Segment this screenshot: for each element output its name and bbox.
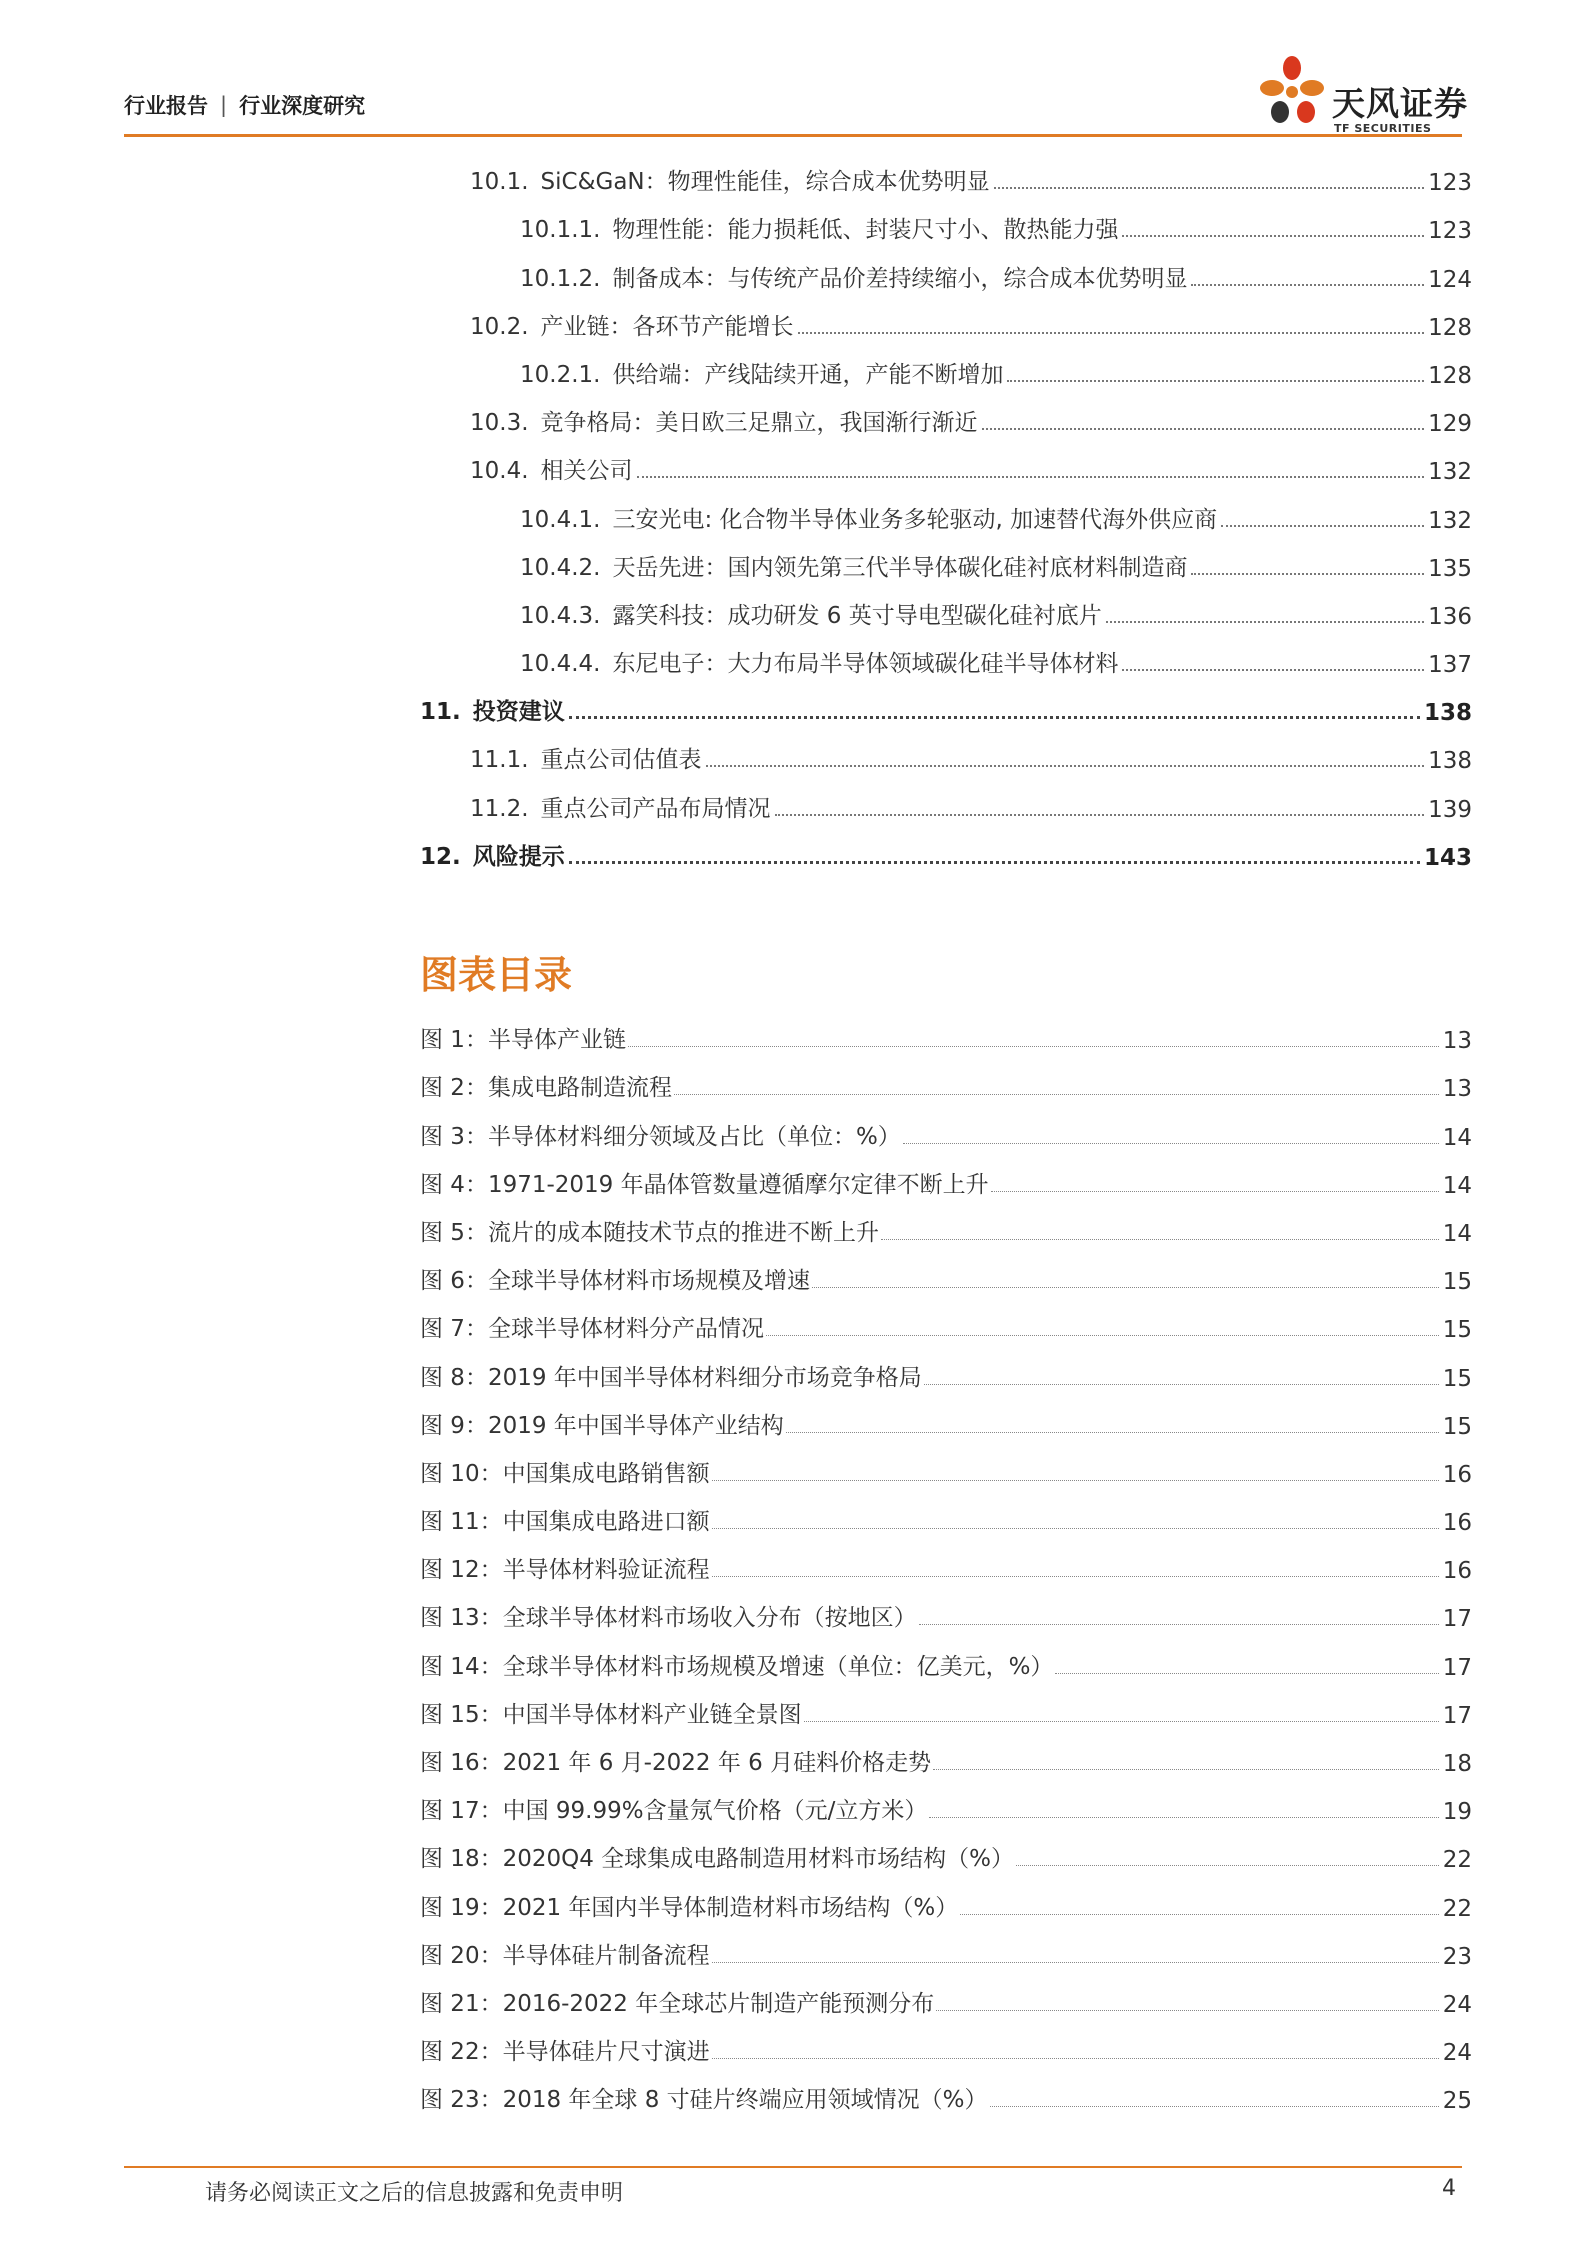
dot-leader (1055, 1673, 1438, 1674)
figure-entry-label: 图 13：全球半导体材料市场收入分布（按地区） (420, 1605, 917, 1632)
toc-entry-page: 139 (1428, 796, 1472, 823)
figure-entry-page: 25 (1442, 2088, 1472, 2115)
figure-entry-page: 17 (1442, 1606, 1472, 1633)
figure-entry[interactable] (420, 1922, 1472, 1970)
toc-entry-number: 10.4. (470, 458, 529, 485)
toc-entry-page: 135 (1428, 555, 1472, 582)
toc-entry-title: 三安光电: 化合物半导体业务多轮驱动, 加速替代海外供应商 (612, 506, 1218, 533)
toc-entry-title: 供给端：产线陆续开通，产能不断增加 (612, 361, 1004, 388)
toc-entry-number: 10.1.2. (520, 265, 601, 292)
footer-rule (124, 2166, 1462, 2168)
dot-leader (994, 187, 1424, 189)
dot-leader (1122, 235, 1424, 237)
figure-entry-label: 图 20：半导体硅片制备流程 (420, 1942, 710, 1969)
toc-entry-page: 137 (1428, 652, 1472, 679)
toc-entry-title: 重点公司产品布局情况 (540, 795, 771, 822)
dot-leader (990, 2106, 1439, 2107)
figure-entry-page: 17 (1442, 1702, 1472, 1729)
toc-entry-label (520, 549, 1189, 582)
toc-entry-label (520, 356, 1005, 389)
dot-leader (1191, 573, 1424, 575)
figures-list (420, 1006, 1472, 2114)
figure-entry[interactable] (420, 1440, 1472, 1488)
toc-entry-page: 132 (1428, 459, 1472, 486)
figure-entry[interactable] (420, 1873, 1472, 1921)
toc-entry-label (470, 741, 704, 774)
figure-entry-page: 15 (1442, 1317, 1472, 1344)
toc-entry-title: 产业链：各环节产能增长 (540, 313, 794, 340)
page-number: 4 (1442, 2176, 1456, 2201)
figure-entry-page: 15 (1442, 1365, 1472, 1392)
company-name: 天风证券 (1332, 84, 1468, 123)
toc-entry-number: 11.1. (470, 747, 529, 774)
toc-entry[interactable] (420, 823, 1472, 871)
toc-entry-label (470, 452, 635, 485)
toc-entry-page: 129 (1428, 411, 1472, 438)
toc-entry-label (520, 211, 1120, 244)
figure-entry[interactable] (420, 2066, 1472, 2114)
figure-entry[interactable] (420, 1825, 1472, 1873)
toc-entry-label (470, 790, 773, 823)
toc-entry-number: 10.2.1. (520, 361, 601, 388)
toc-entry-title: 重点公司估值表 (540, 747, 702, 774)
dot-leader (919, 1624, 1439, 1625)
figure-entry[interactable] (420, 1054, 1472, 1102)
report-header (124, 90, 365, 130)
dot-leader (1191, 284, 1424, 286)
figure-entry-label: 图 3：半导体材料细分领域及占比（单位：%） (420, 1123, 901, 1150)
dot-leader (881, 1239, 1439, 1240)
figure-entry-page: 13 (1442, 1028, 1472, 1055)
company-logo (1252, 50, 1482, 142)
figure-entry-page: 22 (1442, 1847, 1472, 1874)
figure-entry-label: 图 11：中国集成电路进口额 (420, 1509, 710, 1536)
dot-leader (712, 2058, 1439, 2059)
figure-entry-label: 图 19：2021 年国内半导体制造材料市场结构（%） (420, 1894, 959, 1921)
dot-leader (929, 1817, 1438, 1818)
toc-entry-page: 138 (1423, 700, 1472, 727)
figure-entry-label: 图 12：半导体材料验证流程 (420, 1557, 710, 1584)
dot-leader (569, 861, 1420, 864)
figure-entry-label: 图 5：流片的成本随技术节点的推进不断上升 (420, 1219, 879, 1246)
toc-entry-label (420, 693, 567, 726)
toc-entry-number: 10.4.4. (520, 651, 601, 678)
figure-entry[interactable] (420, 1392, 1472, 1440)
dot-leader (1122, 669, 1424, 671)
toc-entry[interactable] (420, 389, 1472, 437)
toc-entry-page: 123 (1428, 218, 1472, 245)
figure-entry[interactable] (420, 1536, 1472, 1584)
figure-entry[interactable] (420, 1343, 1472, 1391)
dot-leader (960, 1914, 1438, 1915)
figure-entry-label: 图 8：2019 年中国半导体材料细分市场竞争格局 (420, 1364, 922, 1391)
toc-entry-number: 11.2. (470, 795, 529, 822)
toc-entry-title: 物理性能：能力损耗低、封装尺寸小、散热能力强 (612, 217, 1119, 244)
figure-entry-label: 图 9：2019 年中国半导体产业结构 (420, 1412, 784, 1439)
figure-entry-label: 图 4：1971-2019 年晶体管数量遵循摩尔定律不断上升 (420, 1171, 989, 1198)
figure-entry-label: 图 21：2016-2022 年全球芯片制造产能预测分布 (420, 1990, 935, 2017)
toc-entry-number: 10.2. (470, 313, 529, 340)
table-of-contents (420, 148, 1472, 871)
figure-entry[interactable] (420, 1199, 1472, 1247)
figure-entry-page: 22 (1442, 1895, 1472, 1922)
toc-entry-page: 124 (1428, 266, 1472, 293)
dot-leader (712, 1528, 1439, 1529)
figure-entry-page: 16 (1442, 1461, 1472, 1488)
dot-leader (1106, 621, 1424, 623)
figure-entry[interactable] (420, 1777, 1472, 1825)
dot-leader (804, 1721, 1439, 1722)
figure-entry-page: 14 (1442, 1124, 1472, 1151)
header-separator: | (220, 93, 228, 117)
figure-entry-label: 图 16：2021 年 6 月-2022 年 6 月硅料价格走势 (420, 1750, 932, 1776)
toc-entry-number: 10.4.3. (520, 602, 601, 629)
figure-entry-page: 23 (1442, 1943, 1472, 1970)
toc-entry-title: 制备成本：与传统产品价差持续缩小，综合成本优势明显 (612, 265, 1188, 292)
figures-list-title: 图表目录 (420, 953, 573, 997)
toc-entry-number: 11. (420, 699, 461, 726)
figure-entry-page: 14 (1442, 1172, 1472, 1199)
dot-leader (766, 1335, 1439, 1336)
toc-entry-number: 10.4.2. (520, 554, 601, 581)
dot-leader (1016, 1865, 1439, 1866)
toc-entry-label (470, 404, 980, 437)
figure-entry[interactable] (420, 1729, 1472, 1777)
dot-leader (936, 2010, 1438, 2011)
toc-entry-title: 露笑科技：成功研发 6 英寸导电型碳化硅衬底片 (612, 602, 1102, 629)
figure-entry-label: 图 7：全球半导体材料分产品情况 (420, 1316, 764, 1343)
figure-entry-label: 图 6：全球半导体材料市场规模及增速 (420, 1268, 810, 1295)
dot-leader (924, 1384, 1439, 1385)
toc-entry-title: 风险提示 (472, 843, 565, 870)
dot-leader (712, 1480, 1439, 1481)
toc-entry-page: 138 (1428, 748, 1472, 775)
dot-leader (674, 1094, 1439, 1095)
figure-entry-label: 图 18：2020Q4 全球集成电路制造用材料市场结构（%） (420, 1846, 1015, 1873)
report-category: 行业报告 (124, 94, 208, 118)
toc-entry-number: 10.1. (470, 169, 529, 196)
report-subcategory: 行业深度研究 (239, 94, 366, 118)
toc-entry[interactable] (420, 678, 1472, 726)
toc-entry[interactable] (420, 148, 1472, 196)
figure-entry[interactable] (420, 1632, 1472, 1680)
figure-entry-label: 图 17：中国 99.99%含量氖气价格（元/立方米） (420, 1798, 928, 1825)
dot-leader (706, 765, 1425, 767)
toc-entry[interactable] (420, 582, 1472, 630)
toc-entry-page: 136 (1428, 603, 1472, 630)
toc-entry[interactable] (420, 485, 1472, 533)
toc-entry[interactable] (420, 726, 1472, 774)
figure-entry-label: 图 15：中国半导体材料产业链全景图 (420, 1701, 802, 1728)
toc-entry-title: SiC&GaN：物理性能佳，综合成本优势明显 (540, 169, 990, 196)
figure-entry-page: 13 (1442, 1076, 1472, 1103)
figure-entry-label: 图 14：全球半导体材料市场规模及增速（单位：亿美元，%） (420, 1653, 1054, 1680)
dot-leader (569, 716, 1420, 719)
figure-entry[interactable] (420, 1970, 1472, 2018)
dot-leader (786, 1432, 1439, 1433)
toc-entry-label (420, 838, 567, 871)
toc-entry[interactable] (420, 341, 1472, 389)
figure-entry-label: 图 1：半导体产业链 (420, 1027, 626, 1054)
figure-entry-page: 16 (1442, 1558, 1472, 1585)
toc-entry-label (520, 645, 1120, 678)
figure-entry[interactable] (420, 1006, 1472, 1054)
dot-leader (991, 1191, 1439, 1192)
figure-entry[interactable] (420, 1488, 1472, 1536)
toc-entry-label (520, 597, 1104, 630)
toc-entry-page: 143 (1423, 844, 1472, 871)
figure-entry[interactable] (420, 1295, 1472, 1343)
toc-entry-page: 123 (1428, 170, 1472, 197)
dot-leader (712, 1576, 1439, 1577)
figure-entry-page: 18 (1442, 1751, 1472, 1777)
dot-leader (982, 428, 1425, 430)
dot-leader (933, 1769, 1439, 1770)
figure-entry-page: 14 (1442, 1220, 1472, 1247)
dot-leader (637, 476, 1425, 478)
figure-entry[interactable] (420, 2018, 1472, 2066)
toc-entry-title: 投资建议 (472, 699, 565, 726)
company-name-en: TF SECURITIES (1334, 122, 1432, 135)
toc-entry-number: 12. (420, 843, 461, 870)
figure-entry-page: 15 (1442, 1269, 1472, 1296)
toc-entry[interactable] (420, 196, 1472, 244)
toc-entry-label (470, 308, 796, 341)
toc-entry[interactable] (420, 774, 1472, 822)
figure-entry-label: 图 10：中国集成电路销售额 (420, 1460, 710, 1487)
figure-entry-page: 16 (1442, 1510, 1472, 1537)
footer-disclaimer: 请务必阅读正文之后的信息披露和免责申明 (205, 2181, 624, 2206)
toc-entry-number: 10.1.1. (520, 217, 601, 244)
figure-entry-page: 15 (1442, 1413, 1472, 1440)
toc-entry[interactable] (420, 534, 1472, 582)
figure-entry-label: 图 22：半导体硅片尺寸演进 (420, 2039, 710, 2066)
toc-entry[interactable] (420, 293, 1472, 341)
figure-entry-label: 图 2：集成电路制造流程 (420, 1075, 672, 1102)
toc-entry-title: 天岳先进：国内领先第三代半导体碳化硅衬底材料制造商 (612, 554, 1188, 581)
toc-entry[interactable] (420, 437, 1472, 485)
toc-entry-label (520, 260, 1189, 293)
toc-entry-label (520, 501, 1219, 534)
dot-leader (903, 1143, 1439, 1144)
figure-entry[interactable] (420, 1151, 1472, 1199)
toc-entry-number: 10.4.1. (520, 506, 601, 533)
figure-entry[interactable] (420, 1247, 1472, 1295)
toc-entry-number: 10.3. (470, 410, 529, 437)
figure-entry[interactable] (420, 1681, 1472, 1729)
toc-entry-title: 竞争格局：美日欧三足鼎立，我国渐行渐近 (540, 410, 978, 437)
flower-logo-icon (1252, 50, 1332, 142)
dot-leader (712, 1962, 1439, 1963)
toc-entry-page: 128 (1428, 314, 1472, 341)
figure-entry[interactable] (420, 1584, 1472, 1632)
dot-leader (812, 1287, 1439, 1288)
toc-entry-label (470, 163, 992, 196)
dot-leader (628, 1046, 1439, 1047)
dot-leader (1007, 380, 1424, 382)
toc-entry[interactable] (420, 630, 1472, 678)
figure-entry-page: 19 (1442, 1799, 1472, 1826)
toc-entry-title: 东尼电子：大力布局半导体领域碳化硅半导体材料 (612, 651, 1119, 678)
toc-entry[interactable] (420, 244, 1472, 292)
toc-entry-title: 相关公司 (540, 458, 633, 485)
figure-entry-label: 图 23：2018 年全球 8 寸硅片终端应用领域情况（%） (420, 2087, 988, 2114)
toc-entry-page: 132 (1428, 507, 1472, 534)
figure-entry-page: 17 (1442, 1654, 1472, 1681)
dot-leader (1221, 525, 1424, 527)
toc-entry-page: 128 (1428, 362, 1472, 389)
dot-leader (798, 332, 1425, 334)
figure-entry-page: 24 (1442, 2040, 1472, 2067)
dot-leader (775, 814, 1425, 816)
figure-entry-page: 24 (1442, 1991, 1472, 2018)
figure-entry[interactable] (420, 1102, 1472, 1150)
